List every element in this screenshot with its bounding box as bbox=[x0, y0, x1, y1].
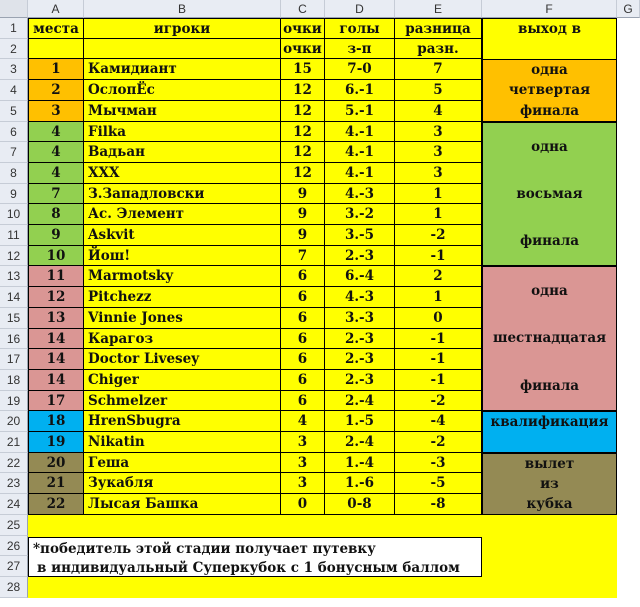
points-cell[interactable]: 9 bbox=[281, 204, 325, 225]
row-header-5[interactable]: 5 bbox=[0, 101, 28, 122]
points-cell[interactable]: 12 bbox=[281, 101, 325, 122]
goals-cell[interactable]: 2.-4 bbox=[325, 432, 395, 453]
subheader-points[interactable]: очки bbox=[281, 39, 325, 59]
goals-cell[interactable]: 4.-1 bbox=[325, 163, 395, 184]
advance-group-cell[interactable] bbox=[482, 266, 617, 411]
points-cell[interactable]: 6 bbox=[281, 308, 325, 329]
player-name-cell[interactable]: Лысая Башка bbox=[84, 494, 281, 515]
goals-cell[interactable]: 3.-2 bbox=[325, 204, 395, 225]
player-name-cell[interactable]: Pitchezz bbox=[84, 287, 281, 308]
diff-cell[interactable]: -1 bbox=[395, 246, 482, 266]
row-header-22[interactable]: 22 bbox=[0, 453, 28, 473]
advance-group-text: финала bbox=[519, 233, 580, 250]
goals-cell[interactable]: 1.-4 bbox=[325, 453, 395, 473]
goals-cell[interactable]: 6.-1 bbox=[325, 80, 395, 101]
diff-cell[interactable]: 3 bbox=[395, 163, 482, 184]
diff-cell[interactable]: -4 bbox=[395, 411, 482, 432]
row-header-20[interactable]: 20 bbox=[0, 411, 28, 432]
row-header-3[interactable]: 3 bbox=[0, 59, 28, 80]
points-cell[interactable]: 12 bbox=[281, 142, 325, 163]
diff-cell[interactable]: 3 bbox=[395, 142, 482, 163]
points-cell[interactable]: 0 bbox=[281, 494, 325, 515]
place-cell[interactable]: 21 bbox=[28, 473, 84, 494]
place-cell[interactable]: 11 bbox=[28, 266, 84, 287]
column-header-d[interactable]: D bbox=[325, 0, 395, 18]
player-name-cell[interactable]: Йош! bbox=[84, 246, 281, 266]
column-g-cells bbox=[617, 18, 640, 598]
place-cell[interactable]: 12 bbox=[28, 287, 84, 308]
diff-cell[interactable]: 1 bbox=[395, 204, 482, 225]
points-cell[interactable]: 3 bbox=[281, 473, 325, 494]
place-cell[interactable]: 8 bbox=[28, 204, 84, 225]
points-cell[interactable]: 9 bbox=[281, 225, 325, 246]
goals-cell[interactable]: 4.-3 bbox=[325, 287, 395, 308]
player-name-cell[interactable]: ОслопЁс bbox=[84, 80, 281, 101]
diff-cell[interactable]: -1 bbox=[395, 329, 482, 349]
row-header-9[interactable]: 9 bbox=[0, 184, 28, 204]
place-cell[interactable]: 18 bbox=[28, 411, 84, 432]
diff-cell[interactable]: 7 bbox=[395, 59, 482, 80]
place-cell[interactable]: 13 bbox=[28, 308, 84, 329]
place-cell[interactable]: 14 bbox=[28, 329, 84, 349]
column-header-b[interactable]: B bbox=[84, 0, 281, 18]
row-header-23[interactable]: 23 bbox=[0, 473, 28, 494]
place-cell[interactable]: 19 bbox=[28, 432, 84, 453]
advance-group-text: одна bbox=[531, 138, 568, 155]
row-header-2[interactable]: 2 bbox=[0, 39, 28, 59]
row-header-16[interactable]: 16 bbox=[0, 329, 28, 349]
goals-cell[interactable]: 2.-3 bbox=[325, 329, 395, 349]
row-header-17[interactable]: 17 bbox=[0, 349, 28, 370]
player-name-cell[interactable]: Filka bbox=[84, 122, 281, 142]
row-header-24[interactable]: 24 bbox=[0, 494, 28, 515]
footnote-box[interactable] bbox=[28, 537, 482, 577]
header-points[interactable]: очки bbox=[281, 18, 325, 39]
place-cell[interactable]: 4 bbox=[28, 163, 84, 184]
diff-cell[interactable]: -1 bbox=[395, 349, 482, 370]
place-cell[interactable]: 2 bbox=[28, 80, 84, 101]
points-cell[interactable]: 12 bbox=[281, 163, 325, 184]
diff-cell[interactable]: -2 bbox=[395, 391, 482, 411]
row-header-26[interactable]: 26 bbox=[0, 536, 28, 556]
player-name-cell[interactable]: Карагоз bbox=[84, 329, 281, 349]
player-name-cell[interactable]: Schmelzer bbox=[84, 391, 281, 411]
header-place[interactable]: места bbox=[28, 18, 84, 39]
advance-group-text: одна bbox=[531, 62, 568, 79]
row-header-28[interactable]: 28 bbox=[0, 577, 28, 598]
advance-group-cell[interactable] bbox=[482, 453, 617, 515]
subheader-diff[interactable]: разн. bbox=[395, 39, 482, 59]
player-name-cell[interactable]: Ас. Элемент bbox=[84, 204, 281, 225]
points-cell[interactable]: 6 bbox=[281, 349, 325, 370]
place-cell[interactable]: 22 bbox=[28, 494, 84, 515]
diff-cell[interactable]: -3 bbox=[395, 453, 482, 473]
points-cell[interactable]: 6 bbox=[281, 287, 325, 308]
subheader-players[interactable] bbox=[84, 39, 281, 59]
row-header-25[interactable]: 25 bbox=[0, 515, 28, 536]
column-header-e[interactable]: E bbox=[395, 0, 482, 18]
subheader-goals[interactable]: з-п bbox=[325, 39, 395, 59]
player-name-cell[interactable]: Vinnie Jones bbox=[84, 308, 281, 329]
goals-cell[interactable]: 7-0 bbox=[325, 59, 395, 80]
goals-cell[interactable]: 5.-1 bbox=[325, 101, 395, 122]
row-header-27[interactable]: 27 bbox=[0, 556, 28, 577]
diff-cell[interactable]: 4 bbox=[395, 101, 482, 122]
goals-cell[interactable]: 1.-6 bbox=[325, 473, 395, 494]
select-all-corner[interactable] bbox=[0, 0, 28, 18]
place-cell[interactable]: 14 bbox=[28, 370, 84, 391]
advance-group-text: четвертая bbox=[508, 82, 591, 99]
advance-group-text: восьмая bbox=[516, 185, 583, 202]
place-cell[interactable]: 3 bbox=[28, 101, 84, 122]
player-name-cell[interactable]: Chiger bbox=[84, 370, 281, 391]
goals-cell[interactable]: 6.-4 bbox=[325, 266, 395, 287]
header-players[interactable]: игроки bbox=[84, 18, 281, 39]
column-header-f[interactable]: F bbox=[482, 0, 617, 18]
points-cell[interactable]: 3 bbox=[281, 432, 325, 453]
points-cell[interactable]: 9 bbox=[281, 184, 325, 204]
footnote-line: в индивидуальный Суперкубок с 1 бонусным баллом bbox=[37, 560, 460, 576]
diff-cell[interactable]: -2 bbox=[395, 225, 482, 246]
advance-group-text: шестнадцатая bbox=[492, 330, 607, 347]
column-header-c[interactable]: C bbox=[281, 0, 325, 18]
player-name-cell[interactable]: HrenSbugra bbox=[84, 411, 281, 432]
points-cell[interactable]: 4 bbox=[281, 411, 325, 432]
diff-cell[interactable]: 1 bbox=[395, 184, 482, 204]
footnote-line: *победитель этой стадии получает путевку bbox=[33, 541, 376, 557]
place-cell[interactable]: 4 bbox=[28, 122, 84, 142]
player-name-cell[interactable]: Nikatin bbox=[84, 432, 281, 453]
header-goals[interactable]: голы bbox=[325, 18, 395, 39]
diff-cell[interactable]: -1 bbox=[395, 370, 482, 391]
subheader-place[interactable] bbox=[28, 39, 84, 59]
advance-group-text: финала bbox=[519, 102, 580, 119]
place-cell[interactable]: 20 bbox=[28, 453, 84, 473]
advance-group-cell[interactable] bbox=[482, 411, 617, 453]
row-header-1[interactable]: 1 bbox=[0, 18, 28, 39]
points-cell[interactable]: 15 bbox=[281, 59, 325, 80]
row-header-19[interactable]: 19 bbox=[0, 391, 28, 411]
points-cell[interactable]: 6 bbox=[281, 329, 325, 349]
player-name-cell[interactable]: Зукабля bbox=[84, 473, 281, 494]
diff-cell[interactable]: 0 bbox=[395, 308, 482, 329]
diff-cell[interactable]: -5 bbox=[395, 473, 482, 494]
row-header-13[interactable]: 13 bbox=[0, 266, 28, 287]
diff-cell[interactable]: -2 bbox=[395, 432, 482, 453]
advance-group-text: одна bbox=[531, 282, 568, 299]
diff-cell[interactable]: 5 bbox=[395, 80, 482, 101]
goals-cell[interactable]: 2.-3 bbox=[325, 349, 395, 370]
goals-cell[interactable]: 4.-1 bbox=[325, 142, 395, 163]
points-cell[interactable]: 3 bbox=[281, 453, 325, 473]
advance-group-text: из bbox=[540, 476, 559, 492]
player-name-cell[interactable]: ХХХ bbox=[84, 163, 281, 184]
diff-cell[interactable]: 2 bbox=[395, 266, 482, 287]
goals-cell[interactable]: 2.-3 bbox=[325, 370, 395, 391]
place-cell[interactable]: 17 bbox=[28, 391, 84, 411]
player-name-cell[interactable]: Мычман bbox=[84, 101, 281, 122]
column-header-a[interactable]: A bbox=[28, 0, 84, 18]
advance-group-cell[interactable] bbox=[482, 122, 617, 266]
advance-group-text: финала bbox=[519, 378, 580, 395]
player-name-cell[interactable]: Askvit bbox=[84, 225, 281, 246]
goals-cell[interactable]: 4.-3 bbox=[325, 184, 395, 204]
diff-cell[interactable]: 1 bbox=[395, 287, 482, 308]
place-cell[interactable]: 9 bbox=[28, 225, 84, 246]
row-header-6[interactable]: 6 bbox=[0, 122, 28, 142]
header-advance-to[interactable]: выход в bbox=[482, 18, 617, 59]
row-header-18[interactable]: 18 bbox=[0, 370, 28, 391]
advance-group-text: вылет bbox=[524, 456, 575, 472]
row-header-10[interactable]: 10 bbox=[0, 204, 28, 225]
player-name-cell[interactable]: З.Западловски bbox=[84, 184, 281, 204]
place-cell[interactable]: 7 bbox=[28, 184, 84, 204]
player-name-cell[interactable]: Marmotsky bbox=[84, 266, 281, 287]
place-cell[interactable]: 1 bbox=[28, 59, 84, 80]
points-cell[interactable]: 6 bbox=[281, 391, 325, 411]
header-diff[interactable]: разница bbox=[395, 18, 482, 39]
goals-cell[interactable]: 0-8 bbox=[325, 494, 395, 515]
points-cell[interactable]: 7 bbox=[281, 246, 325, 266]
row-header-7[interactable]: 7 bbox=[0, 142, 28, 163]
row-header-15[interactable]: 15 bbox=[0, 308, 28, 329]
player-name-cell[interactable]: Геша bbox=[84, 453, 281, 473]
row-header-8[interactable]: 8 bbox=[0, 163, 28, 184]
goals-cell[interactable]: 3.-3 bbox=[325, 308, 395, 329]
goals-cell[interactable]: 2.-3 bbox=[325, 246, 395, 266]
row-header-11[interactable]: 11 bbox=[0, 225, 28, 246]
points-cell[interactable]: 12 bbox=[281, 80, 325, 101]
diff-cell[interactable]: -8 bbox=[395, 494, 482, 515]
advance-group-text: кубка bbox=[526, 496, 573, 512]
goals-cell[interactable]: 3.-5 bbox=[325, 225, 395, 246]
points-cell[interactable]: 6 bbox=[281, 370, 325, 391]
goals-cell[interactable]: 1.-5 bbox=[325, 411, 395, 432]
row-header-14[interactable]: 14 bbox=[0, 287, 28, 308]
place-cell[interactable]: 4 bbox=[28, 142, 84, 163]
advance-group-text: квалификация bbox=[490, 414, 609, 430]
goals-cell[interactable]: 4.-1 bbox=[325, 122, 395, 142]
row-header-12[interactable]: 12 bbox=[0, 246, 28, 266]
row-header-21[interactable]: 21 bbox=[0, 432, 28, 453]
place-cell[interactable]: 10 bbox=[28, 246, 84, 266]
points-cell[interactable]: 12 bbox=[281, 122, 325, 142]
diff-cell[interactable]: 3 bbox=[395, 122, 482, 142]
advance-group-cell[interactable] bbox=[482, 59, 617, 122]
place-cell[interactable]: 14 bbox=[28, 349, 84, 370]
player-name-cell[interactable]: Doctor Livesey bbox=[84, 349, 281, 370]
column-header-g[interactable]: G bbox=[617, 0, 640, 18]
player-name-cell[interactable]: Камидиант bbox=[84, 59, 281, 80]
points-cell[interactable]: 6 bbox=[281, 266, 325, 287]
player-name-cell[interactable]: Вадьан bbox=[84, 142, 281, 163]
row-header-4[interactable]: 4 bbox=[0, 80, 28, 101]
goals-cell[interactable]: 2.-4 bbox=[325, 391, 395, 411]
